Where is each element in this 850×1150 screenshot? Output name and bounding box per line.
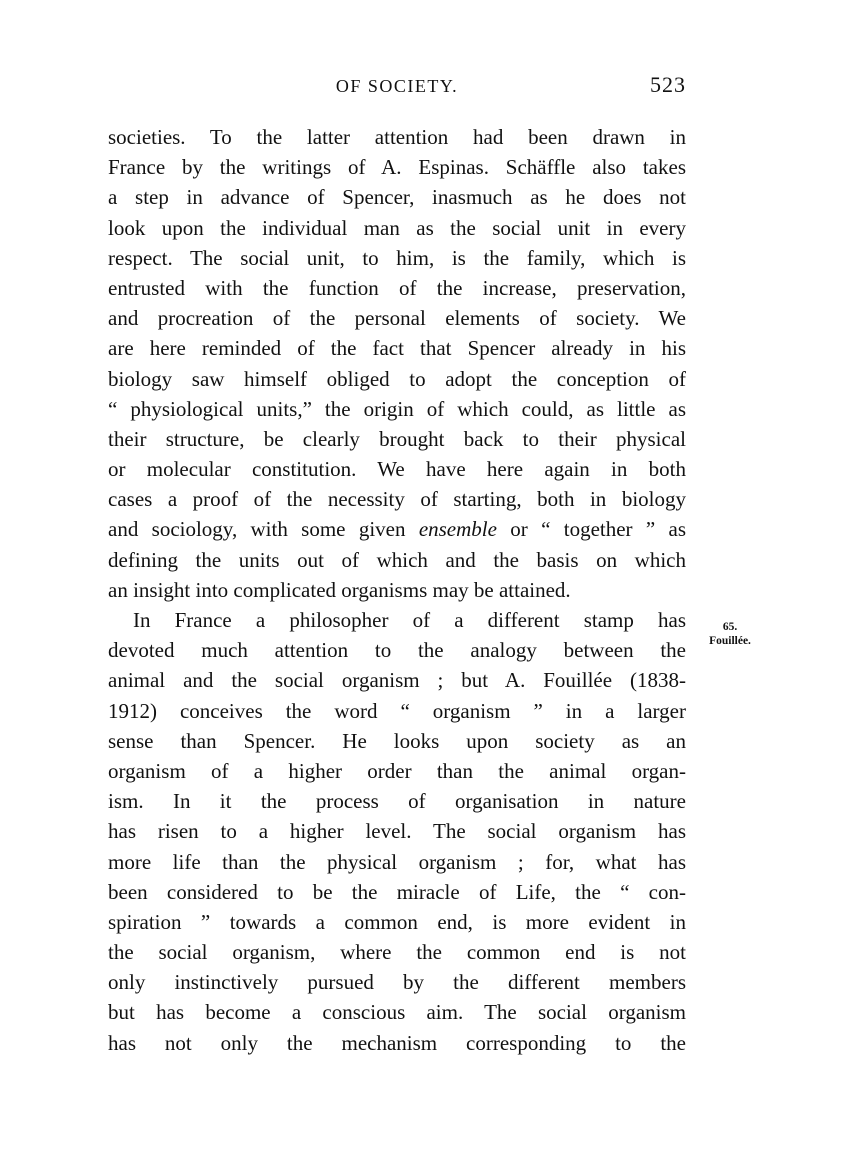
margin-note-number: 65. xyxy=(722,621,738,633)
text-line: a step in advance of Spencer, inasmuch as he does not xyxy=(108,185,686,210)
text-line: societies. To the latter attention had been drawn in xyxy=(108,125,686,149)
paragraph-first-line: In France a philosopher of a different stamp has xyxy=(133,608,686,632)
text-line: organism of a higher order than the animal organ- xyxy=(108,758,686,783)
body-text xyxy=(108,122,686,1058)
text-line: look upon the individual man as the social unit in every xyxy=(108,215,686,240)
text-line: and procreation of the personal elements of society. We xyxy=(108,306,686,331)
text-line: only instinctively pursued by the different members xyxy=(108,970,686,995)
text-line: respect. The social unit, to him, is the family, which is xyxy=(108,245,686,270)
page-number: 523 xyxy=(650,72,686,97)
text-line: but has become a conscious aim. The social organism xyxy=(108,1000,686,1025)
text-line: or molecular constitution. We have here again in both xyxy=(108,457,686,482)
text-line-with-italic xyxy=(108,514,686,544)
text-line: cases a proof of the necessity of starting, both in biology xyxy=(108,487,686,512)
text-line: the social organism, where the common end is not xyxy=(108,940,686,965)
text-line: biology saw himself obliged to adopt the conception of xyxy=(108,366,686,391)
text-line: sense than Spencer. He looks upon society as an xyxy=(108,728,686,753)
text-line: has risen to a higher level. The social organism has xyxy=(108,819,686,844)
text-line: spiration ” towards a common end, is more evident in xyxy=(108,909,686,934)
text-line: defining the units out of which and the basis on which xyxy=(108,547,686,572)
margin-note-label: Fouillée. xyxy=(709,635,751,647)
text-line: entrusted with the function of the increase, preservation, xyxy=(108,275,686,300)
text-line: has not only the mechanism corresponding to the xyxy=(108,1030,686,1055)
text-line: are here reminded of the fact that Spencer already in his xyxy=(108,336,686,361)
text-line: animal and the social organism ; but A. Fouillée (1838- xyxy=(108,668,686,693)
text-segment: and sociology, with some given xyxy=(108,517,419,542)
text-line: France by the writings of A. Espinas. Schäffle also takes xyxy=(108,155,686,180)
text-segment: or “ together ” as xyxy=(496,517,687,542)
text-line: “ physiological units,” the origin of which could, as little as xyxy=(108,396,686,421)
text-line: 1912) conceives the word “ organism ” in a larger xyxy=(108,698,686,723)
italic-term: ensemble xyxy=(418,517,497,542)
text-line: more life than the physical organism ; for, what has xyxy=(108,849,686,874)
text-line: their structure, be clearly brought back to their physical xyxy=(108,426,686,451)
text-line: been considered to be the miracle of Life, the “ con- xyxy=(108,879,686,904)
running-title: OF SOCIETY. xyxy=(335,76,459,96)
margin-note xyxy=(690,620,770,648)
text-line: ism. In it the process of organisation in nature xyxy=(108,789,686,814)
text-line: devoted much attention to the analogy between the xyxy=(108,638,686,663)
text-line: an insight into complicated organisms may be attained. xyxy=(108,577,571,602)
running-head xyxy=(108,72,686,102)
